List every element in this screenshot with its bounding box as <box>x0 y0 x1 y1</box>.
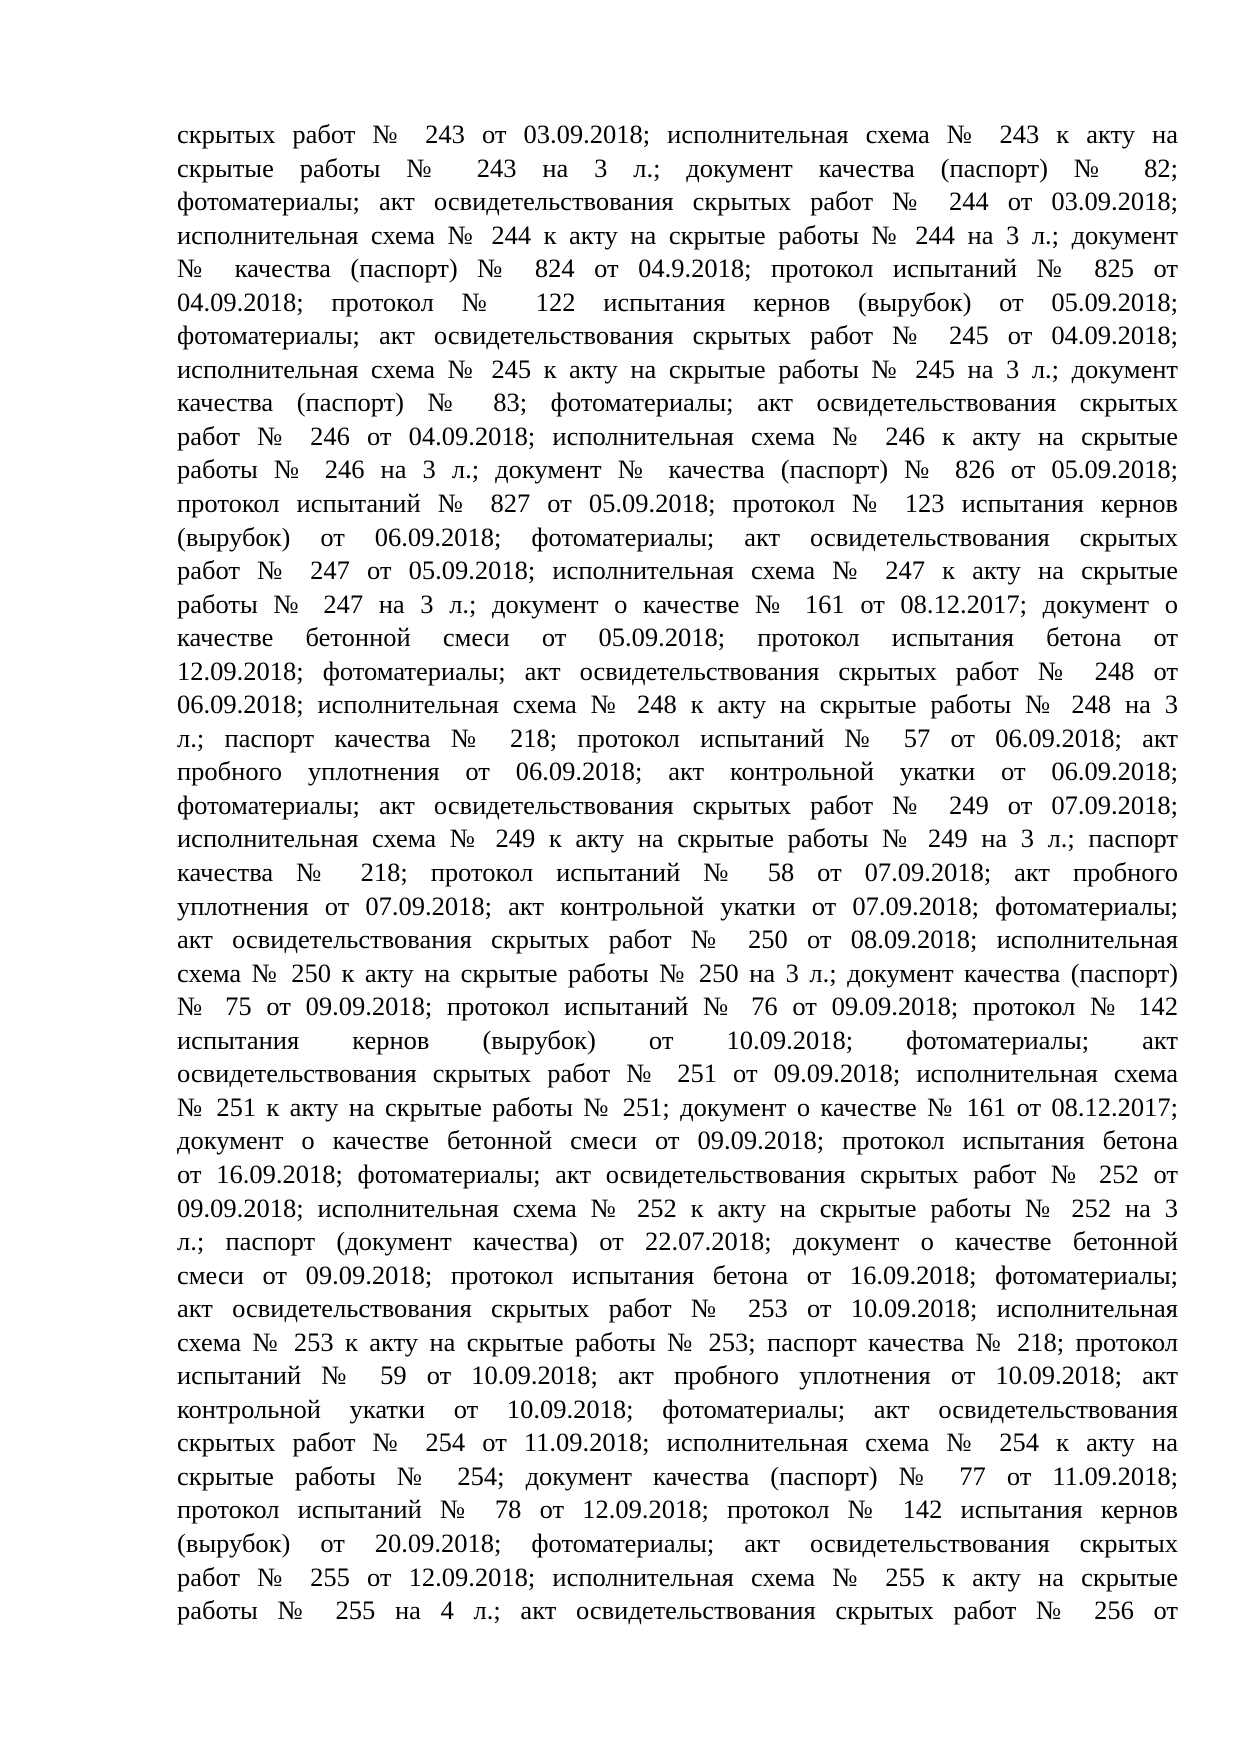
text-line: работ № 255 от 12.09.2018; исполнительная схема № 255 к акту на скрытые <box>177 1561 1178 1592</box>
text-line: качества (паспорт) № 83; фотоматериалы; акт освидетельствования скрытых <box>177 387 1178 418</box>
text-line: 06.09.2018; исполнительная схема № 248 к акту на скрытые работы № 248 на 3 <box>177 689 1178 720</box>
text-line: (вырубок) от 20.09.2018; фотоматериалы; акт освидетельствования скрытых <box>177 1527 1178 1558</box>
text-line: смеси от 09.09.2018; протокол испытания бетона от 16.09.2018; фотоматериалы; <box>177 1259 1178 1290</box>
text-line: контрольной укатки от 10.09.2018; фотоматериалы; акт освидетельствования <box>177 1393 1178 1424</box>
text-line: фотоматериалы; акт освидетельствования скрытых работ № 244 от 03.09.2018; <box>177 186 1178 217</box>
text-line: скрытые работы № 254; документ качества (паспорт) № 77 от 11.09.2018; <box>177 1460 1178 1491</box>
text-line: от 16.09.2018; фотоматериалы; акт освидетельствования скрытых работ № 252 от <box>177 1158 1178 1189</box>
text-line: № 75 от 09.09.2018; протокол испытаний № 76 от 09.09.2018; протокол № 142 <box>177 991 1178 1022</box>
text-line: акт освидетельствования скрытых работ № 250 от 08.09.2018; исполнительная <box>177 924 1178 955</box>
text-line: качестве бетонной смеси от 05.09.2018; протокол испытания бетона от <box>177 622 1178 653</box>
text-line: протокол испытаний № 827 от 05.09.2018; протокол № 123 испытания кернов <box>177 488 1178 519</box>
text-line: фотоматериалы; акт освидетельствования скрытых работ № 249 от 07.09.2018; <box>177 789 1178 820</box>
text-line: исполнительная схема № 249 к акту на скрытые работы № 249 на 3 л.; паспорт <box>177 823 1178 854</box>
text-line: работы № 255 на 4 л.; акт освидетельствования скрытых работ № 256 от <box>177 1595 1178 1626</box>
text-line: л.; паспорт (документ качества) от 22.07.2018; документ о качестве бетонной <box>177 1226 1178 1257</box>
text-line: (вырубок) от 06.09.2018; фотоматериалы; акт освидетельствования скрытых <box>177 521 1178 552</box>
text-line: № 251 к акту на скрытые работы № 251; документ о качестве № 161 от 08.12.2017; <box>177 1091 1178 1122</box>
text-line: работы № 246 на 3 л.; документ № качества (паспорт) № 826 от 05.09.2018; <box>177 454 1178 485</box>
text-line: пробного уплотнения от 06.09.2018; акт контрольной укатки от 06.09.2018; <box>177 756 1178 787</box>
text-line: испытания кернов (вырубок) от 10.09.2018; фотоматериалы; акт <box>177 1024 1178 1055</box>
text-line: л.; паспорт качества № 218; протокол испытаний № 57 от 06.09.2018; акт <box>177 722 1178 753</box>
text-line: скрытых работ № 254 от 11.09.2018; исполнительная схема № 254 к акту на <box>177 1427 1178 1458</box>
text-line: исполнительная схема № 245 к акту на скрытые работы № 245 на 3 л.; документ <box>177 353 1178 384</box>
text-line: испытаний № 59 от 10.09.2018; акт пробного уплотнения от 10.09.2018; акт <box>177 1360 1178 1391</box>
text-line: 09.09.2018; исполнительная схема № 252 к акту на скрытые работы № 252 на 3 <box>177 1192 1178 1223</box>
text-line: освидетельствования скрытых работ № 251 от 09.09.2018; исполнительная схема <box>177 1058 1178 1089</box>
text-line: схема № 250 к акту на скрытые работы № 250 на 3 л.; документ качества (паспорт) <box>177 957 1178 988</box>
text-line: 12.09.2018; фотоматериалы; акт освидетельствования скрытых работ № 248 от <box>177 655 1178 686</box>
text-line: скрытые работы № 243 на 3 л.; документ качества (паспорт) № 82; <box>177 152 1178 183</box>
text-line: схема № 253 к акту на скрытые работы № 253; паспорт качества № 218; протокол <box>177 1326 1178 1357</box>
body-paragraph <box>177 118 1178 1628</box>
text-line: фотоматериалы; акт освидетельствования скрытых работ № 245 от 04.09.2018; <box>177 320 1178 351</box>
text-line: протокол испытаний № 78 от 12.09.2018; протокол № 142 испытания кернов <box>177 1494 1178 1525</box>
text-line: уплотнения от 07.09.2018; акт контрольной укатки от 07.09.2018; фотоматериалы; <box>177 890 1178 921</box>
text-line: скрытых работ № 243 от 03.09.2018; исполнительная схема № 243 к акту на <box>177 119 1178 149</box>
text-line: работ № 246 от 04.09.2018; исполнительная схема № 246 к акту на скрытые <box>177 420 1178 451</box>
text-line: качества № 218; протокол испытаний № 58 от 07.09.2018; акт пробного <box>177 857 1178 888</box>
text-line: № качества (паспорт) № 824 от 04.9.2018; протокол испытаний № 825 от <box>177 253 1178 284</box>
text-line: документ о качестве бетонной смеси от 09.09.2018; протокол испытания бетона <box>177 1125 1178 1156</box>
text-line: 04.09.2018; протокол № 122 испытания кернов (вырубок) от 05.09.2018; <box>177 286 1178 317</box>
text-line: акт освидетельствования скрытых работ № 253 от 10.09.2018; исполнительная <box>177 1293 1178 1324</box>
text-line: работы № 247 на 3 л.; документ о качестве № 161 от 08.12.2017; документ о <box>177 588 1178 619</box>
text-line: исполнительная схема № 244 к акту на скрытые работы № 244 на 3 л.; документ <box>177 219 1178 250</box>
text-line: работ № 247 от 05.09.2018; исполнительная схема № 247 к акту на скрытые <box>177 555 1178 586</box>
